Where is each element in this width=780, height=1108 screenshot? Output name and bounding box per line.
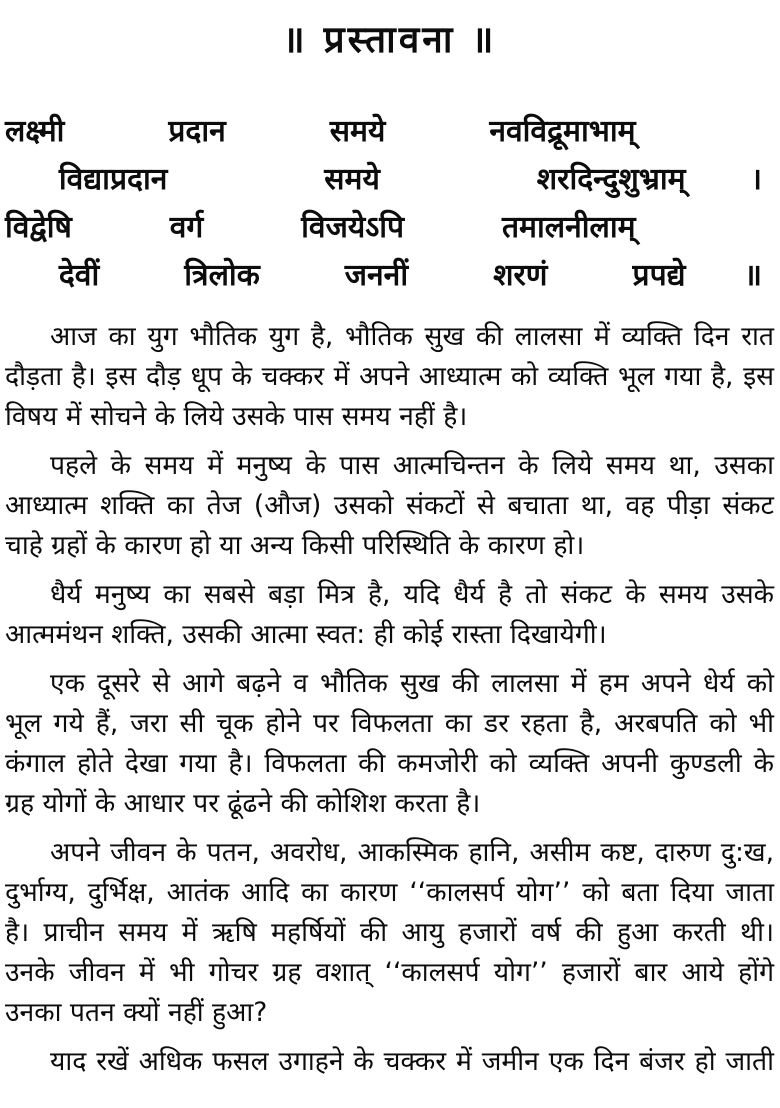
text-line: पहले के समय में मनुष्य के पास आत्मचिन्तन के लिये समय था, उसका xyxy=(50,450,774,481)
shloka-line xyxy=(5,109,774,157)
danda-mark: ॥ xyxy=(744,258,762,293)
shloka-word: विद्याप्रदान xyxy=(58,162,168,197)
paragraph xyxy=(5,317,774,437)
shloka-word: तमालनीलाम् xyxy=(501,210,636,245)
shloka-word: प्रदान xyxy=(168,114,226,149)
text-line: ग्रह योगों के आधार पर ढूंढने की कोशिश करता है। xyxy=(5,788,481,819)
shloka-line xyxy=(5,253,774,301)
page-title: ॥ प्रस्तावना ॥ xyxy=(282,18,497,61)
shloka-word: समये xyxy=(329,114,386,149)
text-line: उनका पतन क्यों नहीं हुआ? xyxy=(5,997,268,1028)
text-line: आत्ममंथन शक्ति, उसकी आत्मा स्वत: ही कोई रास्ता दिखायेगी। xyxy=(5,619,607,650)
shloka-word: शरणं xyxy=(493,258,548,293)
text-line: आज का युग भौतिक युग है, भौतिक सुख की लालसा में व्यक्ति दिन रात xyxy=(50,321,774,352)
paragraph xyxy=(5,575,774,655)
shloka-word: विद्वेषि xyxy=(5,210,72,245)
text-line: विषय में सोचने के लिये उसके पास समय नहीं है। xyxy=(5,401,468,432)
text-line: एक दूसरे से आगे बढ़ने व भौतिक सुख की लालसा में हम अपने धेर्य को xyxy=(50,668,774,699)
text-line: है। प्राचीन समय में ऋषि महर्षियों की आयु हजारों वर्ष की हुआ करती थी। xyxy=(5,917,774,948)
shloka-line xyxy=(5,157,774,205)
shloka-word: समये xyxy=(324,162,380,197)
text-line: चाहे ग्रहों के कारण हो या अन्य किसी परिस्थिति के कारण हो। xyxy=(5,530,585,561)
shloka-verse xyxy=(5,109,774,301)
shloka-word: लक्ष्मी xyxy=(5,114,65,149)
text-line: उनके जीवन में भी गोचर ग्रह वशात् ‘‘कालसर्प योग’’ हजारों बार आये होंगे xyxy=(5,957,774,988)
paragraph xyxy=(5,446,774,566)
shloka-word: नवविद्रूमाभाम् xyxy=(489,114,636,149)
text-line: अपने जीवन के पतन, अवरोध, आकस्मिक हानि, असीम कष्ट, दारुण दु:ख, xyxy=(50,837,774,868)
shloka-word: प्रपद्ये xyxy=(632,258,686,293)
shloka-word: वर्ग xyxy=(169,210,204,245)
shloka-word: देवीं xyxy=(58,258,100,293)
shloka-word: विजयेऽपि xyxy=(301,210,405,245)
text-line: आध्यात्म शक्ति का तेज (औज) उसको संकटों से बचाता था, वह पीड़ा संकट xyxy=(5,490,774,521)
danda-mark: । xyxy=(750,162,762,197)
paragraph xyxy=(5,664,774,824)
text-line: धैर्य मनुष्य का सबसे बड़ा मित्र है, यदि धैर्य है तो संकट के समय उसके xyxy=(50,579,774,610)
text-line: कंगाल होते देखा गया है। विफलता की कमजोरी को व्यक्ति अपनी कुण्डली के xyxy=(5,748,774,779)
text-line: दुर्भाग्य, दुर्भिक्ष, आतंक आदि का कारण ‘‘कालसर्प योग’’ को बता दिया जाता xyxy=(5,877,774,908)
shloka-word: शरदिन्दुशुभ्राम् xyxy=(536,162,686,197)
body-paragraphs xyxy=(5,317,774,1082)
shloka-words xyxy=(5,205,636,246)
shloka-line xyxy=(5,205,774,253)
paragraph xyxy=(5,833,774,1033)
shloka-words xyxy=(5,109,636,150)
text-line: भूल गये हैं, जरा सी चूक होने पर विफलता का डर रहता है, अरबपति को भी xyxy=(5,708,774,739)
text-line: याद रखें अधिक फसल उगाहने के चक्कर में जमीन एक दिन बंजर हो जाती xyxy=(50,1046,774,1077)
text-line: दौड़ता है। इस दौड़ धूप के चक्कर में अपने आध्यात्म को व्यक्ति भूल गया है, इस xyxy=(5,361,774,392)
paragraph xyxy=(5,1042,774,1082)
shloka-words xyxy=(59,253,686,294)
shloka-word: जननीं xyxy=(344,258,409,293)
shloka-words xyxy=(59,157,686,198)
shloka-word: त्रिलोक xyxy=(184,258,260,293)
